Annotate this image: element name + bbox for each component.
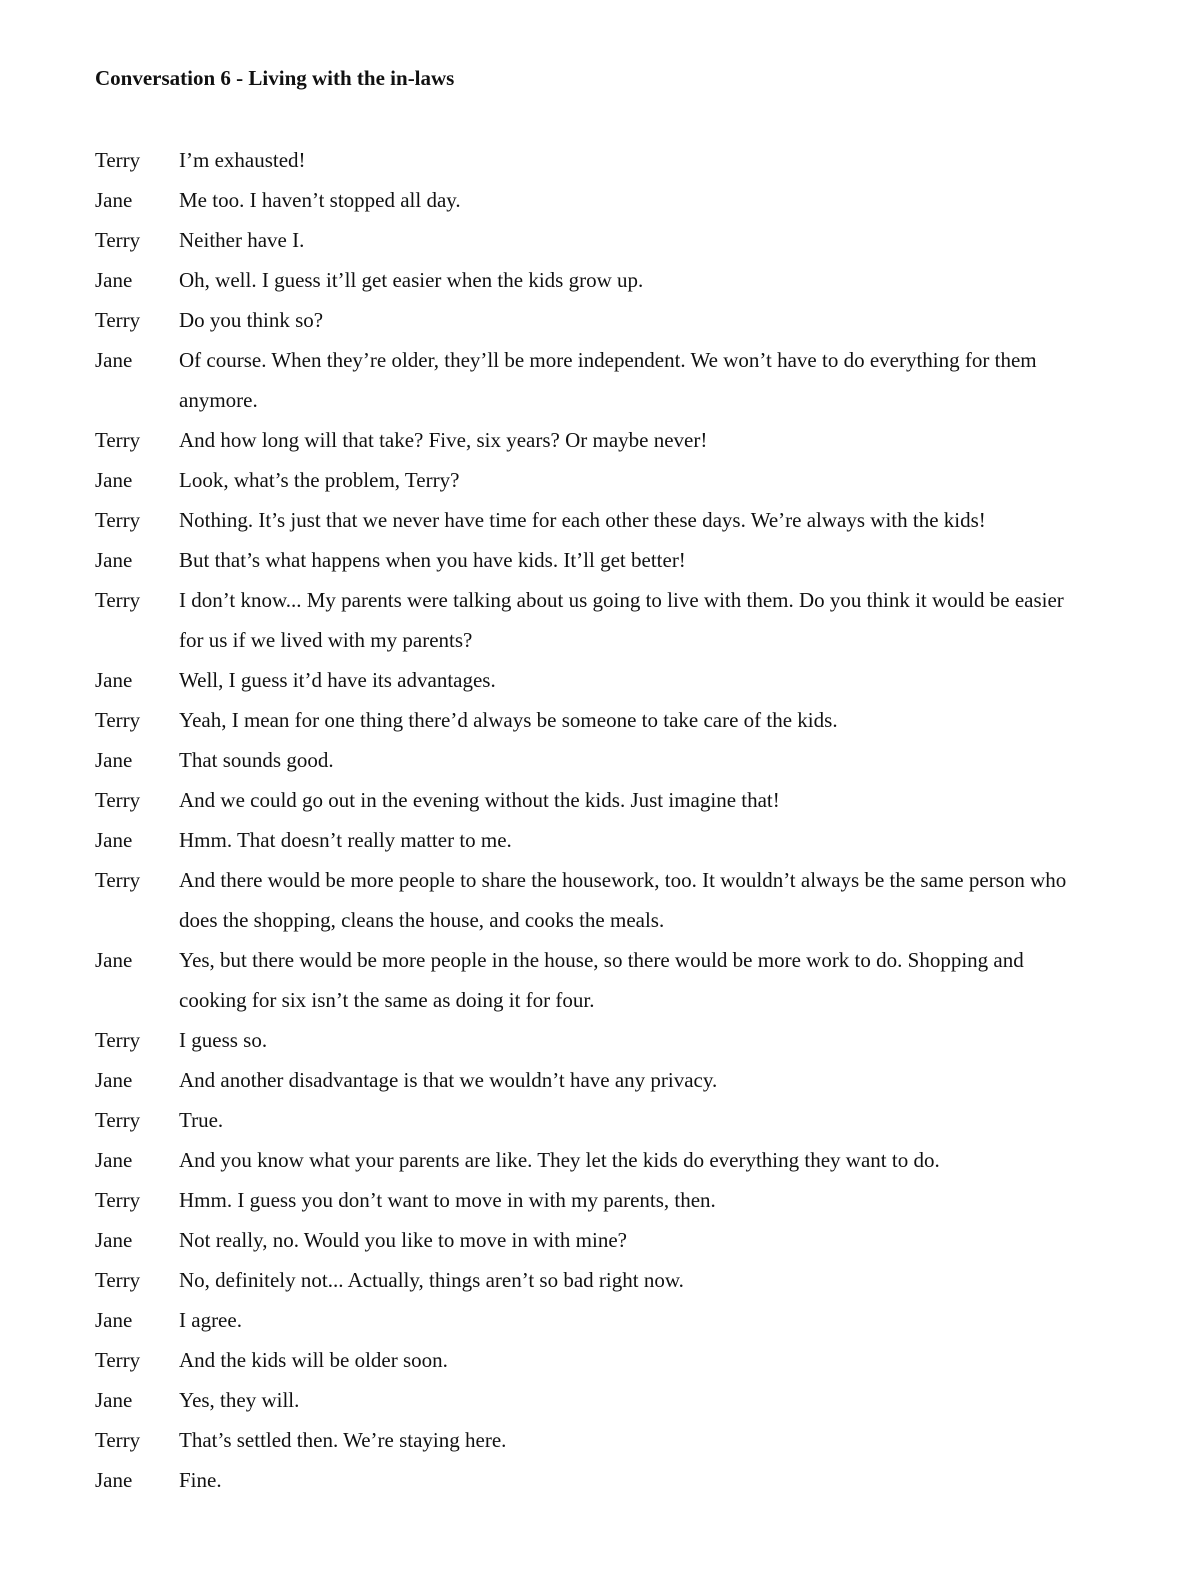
dialogue-text: Yeah, I mean for one thing there’d always be someone to take care of the kids.: [179, 708, 838, 732]
dialogue-text: And you know what your parents are like. They let the kids do everything they want to do.: [179, 1148, 940, 1172]
dialogue-line: [95, 700, 1075, 740]
dialogue-text: Of course. When they’re older, they’ll be more independent. We won’t have to do everything for them anymore.: [179, 348, 1037, 412]
speaker-name: Terry: [95, 708, 141, 732]
dialogue-line: [95, 500, 1075, 540]
speaker-name: Jane: [95, 1388, 133, 1412]
speaker-name: Jane: [95, 668, 133, 692]
speaker-name: Jane: [95, 1068, 133, 1092]
dialogue-text: Neither have I.: [179, 228, 305, 252]
dialogue-line: [95, 740, 1075, 780]
dialogue-line: [95, 1420, 1075, 1460]
dialogue-line: [95, 940, 1075, 1020]
speaker-name: Jane: [95, 828, 133, 852]
speaker-name: Jane: [95, 1228, 133, 1252]
speaker-name: Terry: [95, 228, 141, 252]
dialogue-text: No, definitely not... Actually, things aren’t so bad right now.: [179, 1268, 684, 1292]
speaker-name: Terry: [95, 1188, 141, 1212]
dialogue-line: [95, 1180, 1075, 1220]
dialogue-line: [95, 1340, 1075, 1380]
dialogue-line: [95, 780, 1075, 820]
dialogue-line: [95, 1380, 1075, 1420]
speaker-name: Terry: [95, 428, 141, 452]
speaker-name: Jane: [95, 1308, 133, 1332]
dialogue-text: That’s settled then. We’re staying here.: [179, 1428, 507, 1452]
dialogue-line: [95, 460, 1075, 500]
dialogue-text: I agree.: [179, 1308, 242, 1332]
dialogue-line: [95, 1100, 1075, 1140]
speaker-name: Jane: [95, 948, 133, 972]
dialogue-line: [95, 580, 1075, 660]
dialogue-line: [95, 420, 1075, 460]
speaker-name: Terry: [95, 508, 141, 532]
speaker-name: Jane: [95, 468, 133, 492]
speaker-name: Terry: [95, 308, 141, 332]
dialogue-line: [95, 340, 1075, 420]
speaker-name: Terry: [95, 868, 141, 892]
dialogue-line: [95, 1060, 1075, 1100]
dialogue-line: [95, 180, 1075, 220]
speaker-name: Terry: [95, 148, 141, 172]
speaker-name: Jane: [95, 188, 133, 212]
dialogue-line: [95, 1460, 1075, 1500]
dialogue: [95, 140, 1075, 1500]
dialogue-text: Well, I guess it’d have its advantages.: [179, 668, 496, 692]
speaker-name: Jane: [95, 1468, 133, 1492]
dialogue-text: Hmm. That doesn’t really matter to me.: [179, 828, 512, 852]
dialogue-text: Fine.: [179, 1468, 222, 1492]
dialogue-text: Do you think so?: [179, 308, 324, 332]
dialogue-text: But that’s what happens when you have kids. It’ll get better!: [179, 548, 686, 572]
speaker-name: Jane: [95, 348, 133, 372]
dialogue-line: [95, 540, 1075, 580]
speaker-name: Jane: [95, 268, 133, 292]
dialogue-text: Yes, but there would be more people in the house, so there would be more work to do. Shopping and cooking for six isn’t the same as doing it for four.: [179, 948, 1024, 1012]
dialogue-text: And the kids will be older soon.: [179, 1348, 448, 1372]
speaker-name: Terry: [95, 1108, 141, 1132]
dialogue-line: [95, 1140, 1075, 1180]
dialogue-line: [95, 260, 1075, 300]
speaker-name: Jane: [95, 548, 133, 572]
dialogue-text: Look, what’s the problem, Terry?: [179, 468, 460, 492]
dialogue-text: I’m exhausted!: [179, 148, 306, 172]
dialogue-text: True.: [179, 1108, 224, 1132]
dialogue-text: Yes, they will.: [179, 1388, 300, 1412]
dialogue-line: [95, 1220, 1075, 1260]
dialogue-text: Not really, no. Would you like to move in with mine?: [179, 1228, 627, 1252]
dialogue-text: I guess so.: [179, 1028, 268, 1052]
speaker-name: Jane: [95, 1148, 133, 1172]
dialogue-line: [95, 1300, 1075, 1340]
dialogue-text: I don’t know... My parents were talking about us going to live with them. Do you think it would be easier for us if we lived with my parents?: [179, 588, 1064, 652]
dialogue-text: And another disadvantage is that we wouldn’t have any privacy.: [179, 1068, 718, 1092]
dialogue-text: Me too. I haven’t stopped all day.: [179, 188, 461, 212]
dialogue-text: Oh, well. I guess it’ll get easier when the kids grow up.: [179, 268, 644, 292]
speaker-name: Terry: [95, 1428, 141, 1452]
dialogue-line: [95, 660, 1075, 700]
speaker-name: Terry: [95, 1348, 141, 1372]
dialogue-text: That sounds good.: [179, 748, 334, 772]
dialogue-line: [95, 860, 1075, 940]
dialogue-text: And we could go out in the evening without the kids. Just imagine that!: [179, 788, 780, 812]
speaker-name: Terry: [95, 1268, 141, 1292]
dialogue-line: [95, 1260, 1075, 1300]
speaker-name: Terry: [95, 1028, 141, 1052]
dialogue-text: And there would be more people to share the housework, too. It wouldn’t always be the same person who does the shopping, cleans the house, and cooks the meals.: [179, 868, 1067, 932]
speaker-name: Terry: [95, 788, 141, 812]
dialogue-line: [95, 1020, 1075, 1060]
dialogue-line: [95, 300, 1075, 340]
dialogue-text: And how long will that take? Five, six years? Or maybe never!: [179, 428, 708, 452]
dialogue-line: [95, 220, 1075, 260]
document-title: Conversation 6 - Living with the in-laws: [95, 66, 455, 90]
speaker-name: Terry: [95, 588, 141, 612]
dialogue-line: [95, 820, 1075, 860]
speaker-name: Jane: [95, 748, 133, 772]
dialogue-text: Nothing. It’s just that we never have time for each other these days. We’re always with the kids!: [179, 508, 986, 532]
dialogue-line: [95, 140, 1075, 180]
dialogue-text: Hmm. I guess you don’t want to move in with my parents, then.: [179, 1188, 716, 1212]
